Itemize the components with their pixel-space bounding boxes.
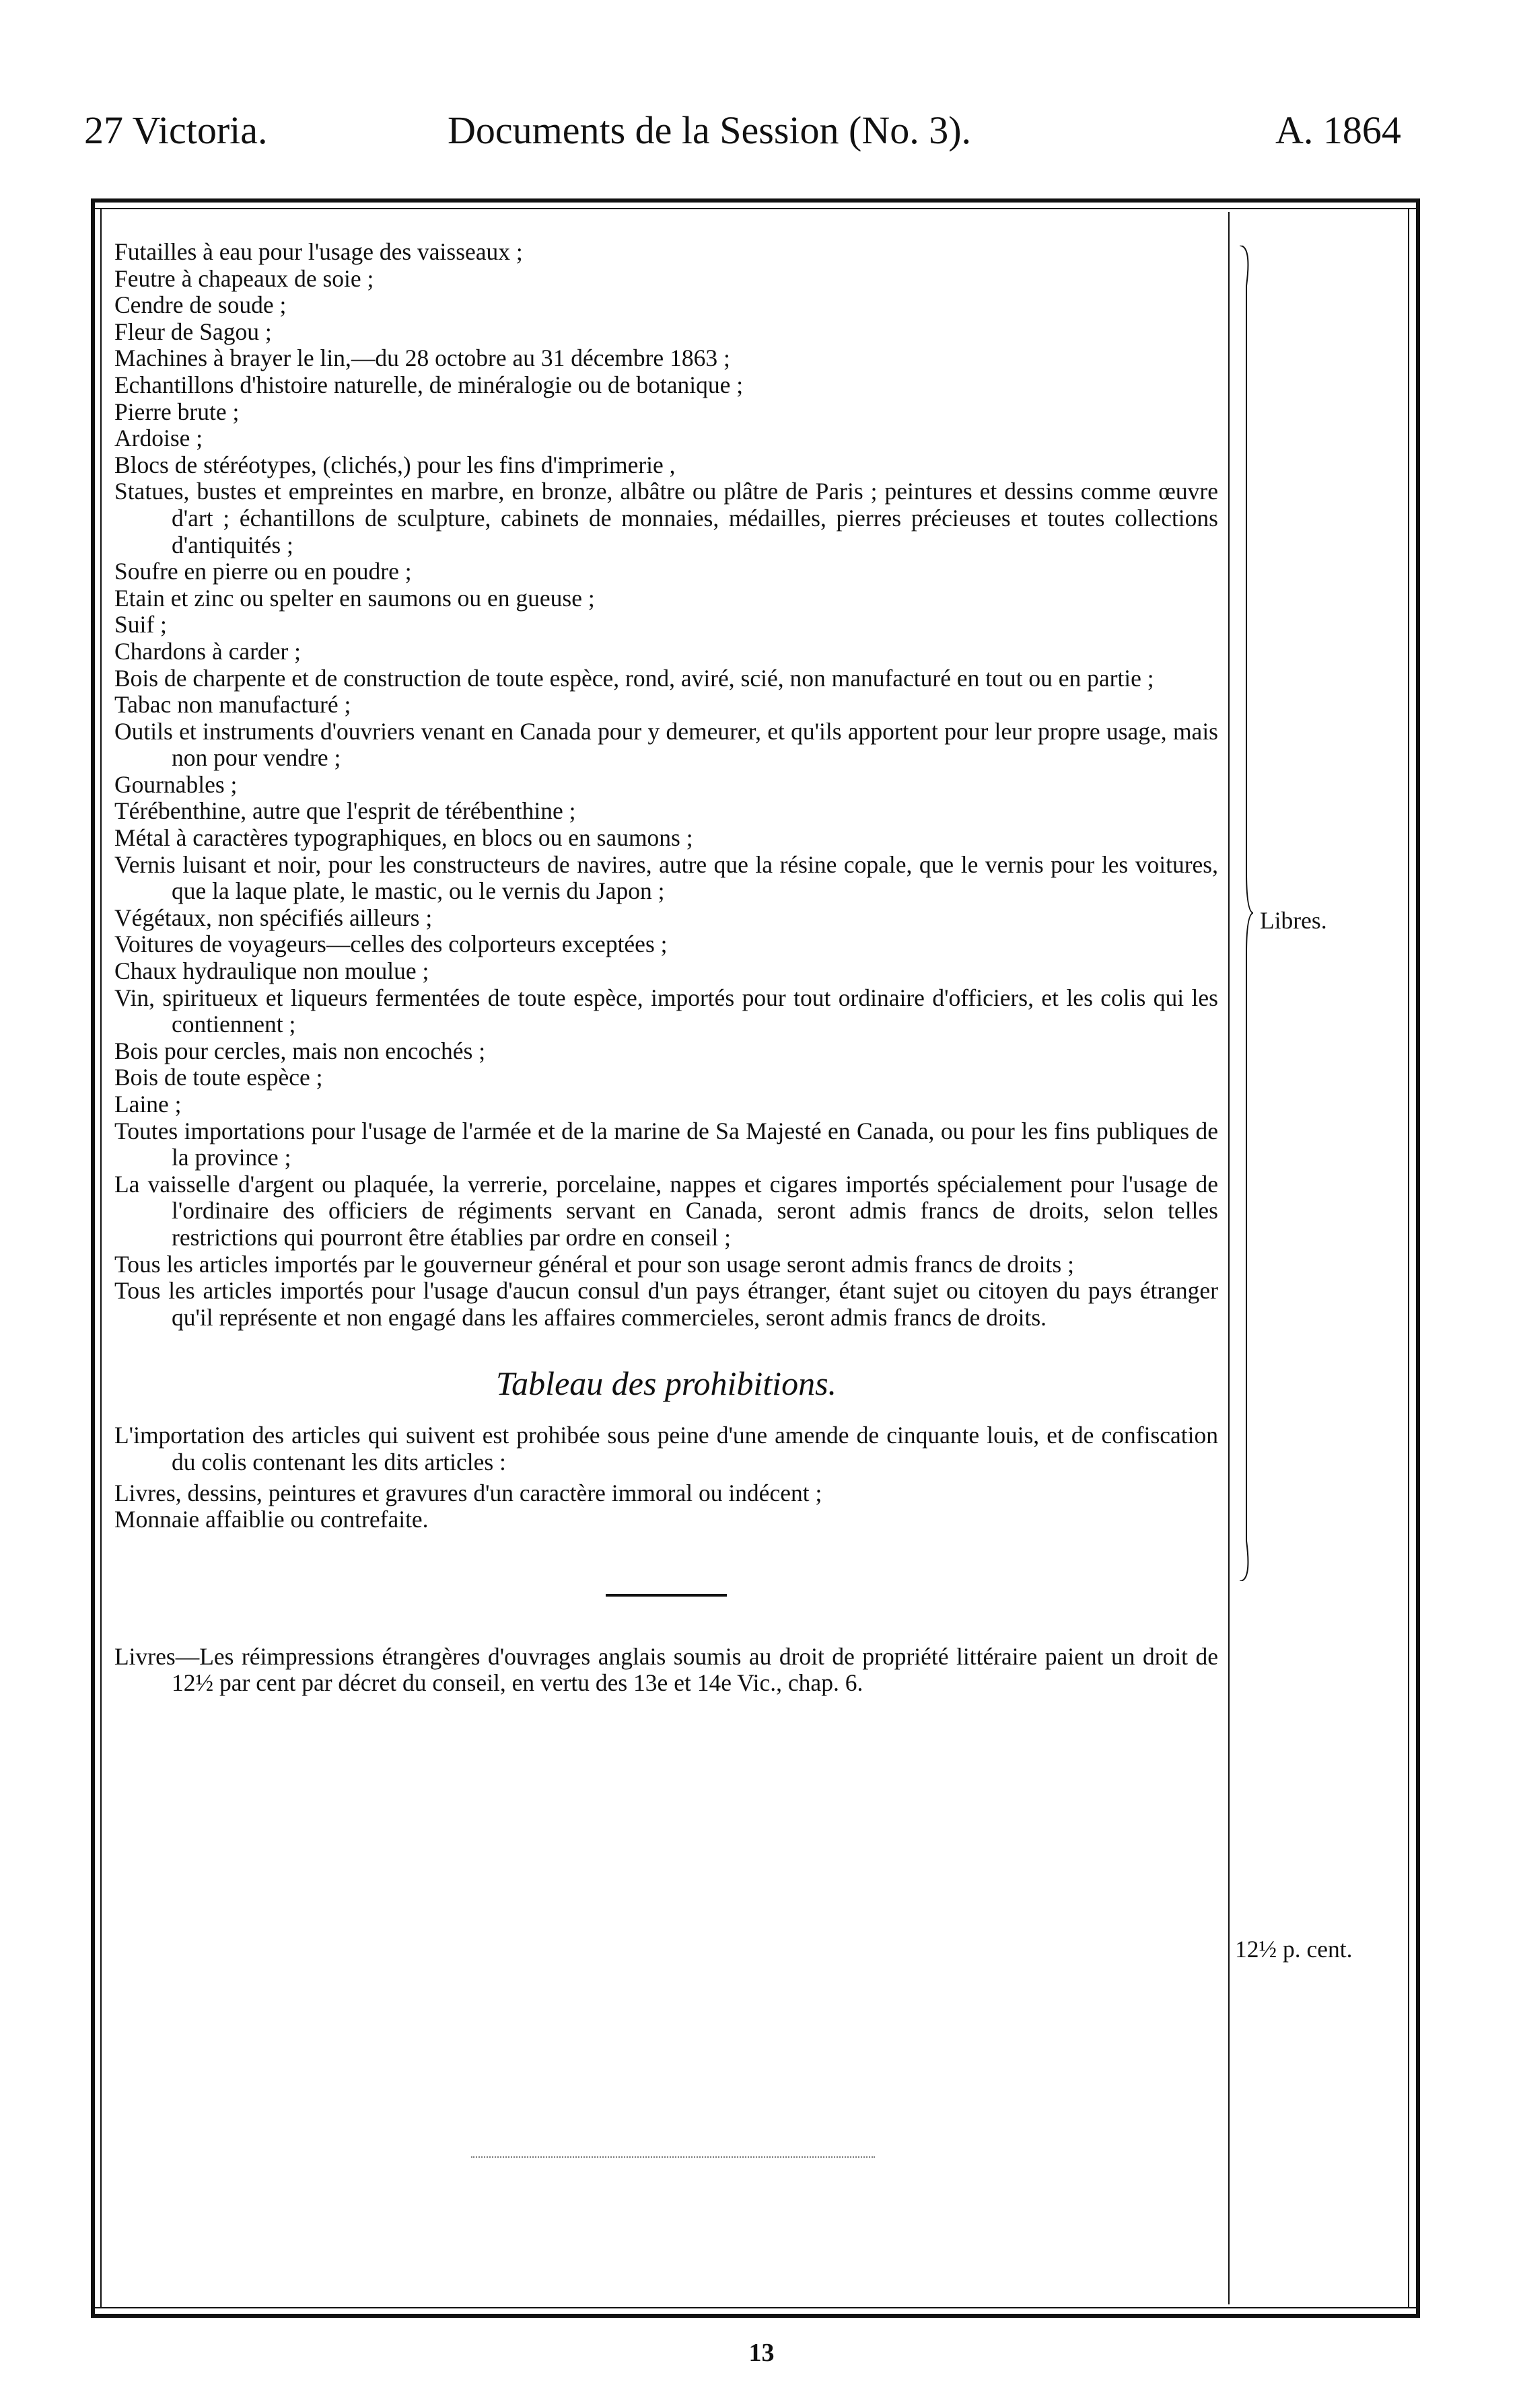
free-goods-list [114, 239, 1218, 1331]
list-item: Voitures de voyageurs—celles des colporteurs exceptées ; [114, 931, 668, 958]
list-item: Tabac non manufacturé ; [114, 691, 351, 719]
main-column [114, 239, 1218, 1697]
header-left: 27 Victoria. [84, 108, 268, 152]
bottom-rule [91, 2314, 1420, 2318]
list-item: Outils et instruments d'ouvriers venant en Canada pour y demeurer, et qu'ils apportent pour leur propre usage, mais non pour vendre ; [114, 717, 1218, 772]
right-rule [1416, 198, 1420, 2318]
list-item: Statues, bustes et empreintes en marbre, en bronze, albâtre ou plâtre de Paris ; peintures et dessins comme œuvre d'art ; échantillons de sculpture, cabinets de monnaies, médailles, pierres précieuses et toutes collections d'antiquités ; [114, 478, 1218, 558]
list-item: Ardoise ; [114, 425, 203, 452]
prohibition-item: Livres, dessins, peintures et gravures d'un caractère immoral ou indécent ; [114, 1479, 822, 1506]
header-right: A. 1864 [1275, 108, 1401, 152]
running-header [0, 108, 1523, 168]
prohibition-item: Monnaie affaiblie ou contrefaite. [114, 1506, 429, 1533]
list-item: Laine ; [114, 1091, 182, 1118]
list-item: Vernis luisant et noir, pour les constructeurs de navires, autre que la résine copale, que le vernis pour les voitures, que la laque plate, le mastic, ou le vernis du Japon ; [114, 850, 1218, 905]
list-item: Gournables ; [114, 770, 238, 798]
list-item: Toutes importations pour l'usage de l'armée et de la marine de Sa Majesté en Canada, ou pour les fins publiques de la province ; [114, 1117, 1218, 1171]
list-item: Machines à brayer le lin,—du 28 octobre au 31 décembre 1863 ; [114, 344, 730, 372]
list-item: Métal à caractères typographiques, en blocs ou en saumons ; [114, 824, 693, 852]
list-item: Fleur de Sagou ; [114, 318, 272, 345]
left-rule-thin [100, 208, 102, 2308]
column-divider [1228, 212, 1230, 2304]
page-number: 13 [748, 2339, 775, 2367]
prohibitions-intro: L'importation des articles qui suivent est prohibée sous peine d'une amende de cinquante louis, et de confiscation du colis contenant les dits articles : [114, 1422, 1218, 1475]
list-item: Chaux hydraulique non moulue ; [114, 957, 429, 985]
list-item: Feutre à chapeaux de soie ; [114, 264, 374, 292]
livres-entry: Livres—Les réimpressions étrangères d'ouvrages anglais soumis au droit de propriété littéraire paient un droit de 12½ par cent par décret du conseil, en vertu des 13e et 14e Vic., chap. 6. [114, 1642, 1218, 1697]
list-item: Pierre brute ; [114, 398, 240, 425]
section-separator [606, 1594, 727, 1597]
top-rule [91, 198, 1420, 203]
brace [1238, 246, 1253, 1581]
top-rule-thin [91, 208, 1420, 209]
list-item: Végétaux, non spécifiés ailleurs ; [114, 904, 433, 931]
list-item: Soufre en pierre ou en poudre ; [114, 558, 412, 585]
list-item: La vaisselle d'argent ou plaquée, la verrerie, porcelaine, nappes et cigares importés spécialement pour l'usage de l'ordinaire des officiers de régiments servant en Canada, seront admis francs de droits, selon telles restrictions qui pourront être établies par ordre en conseil ; [114, 1170, 1218, 1251]
bottom-rule-thin [91, 2307, 1420, 2308]
list-item: Tous les articles importés par le gouverneur général et pour son usage seront admis francs de droits ; [114, 1250, 1074, 1278]
list-item: Futailles à eau pour l'usage des vaisseaux ; [114, 238, 523, 265]
list-item: Suif ; [114, 611, 167, 639]
list-item: Bois de charpente et de construction de toute espèce, rond, aviré, scié, non manufacturé en tout ou en partie ; [114, 664, 1154, 692]
list-item: Bois pour cercles, mais non encochés ; [114, 1037, 486, 1064]
livres-rate: 12½ p. cent. [1235, 1936, 1353, 1963]
list-item: Chardons à carder ; [114, 637, 301, 665]
list-item: Etain et zinc ou spelter en saumons ou en gueuse ; [114, 584, 595, 612]
list-item: Vin, spiritueux et liqueurs fermentées de toute espèce, importés pour tout ordinaire d'officiers, et les colis qui les contiennent ; [114, 984, 1218, 1038]
dotted-line [471, 2156, 875, 2158]
prohibitions-title: Tableau des prohibitions. [495, 1364, 837, 1403]
right-rule-thin [1408, 208, 1409, 2308]
list-item: Bois de toute espèce ; [114, 1064, 323, 1091]
libres-label: Libres. [1260, 907, 1327, 934]
list-item: Tous les articles importés pour l'usage d'aucun consul d'un pays étranger, étant sujet ou citoyen du pays étranger qu'il représente et non engagé dans les affaires commercieles, seront admis francs de droits. [114, 1277, 1218, 1331]
left-rule [91, 198, 95, 2318]
list-item: Térébenthine, autre que l'esprit de térébenthine ; [114, 797, 576, 825]
header-center: Documents de la Session (No. 3). [448, 108, 972, 152]
list-item: Cendre de soude ; [114, 291, 287, 319]
list-item: Echantillons d'histoire naturelle, de minéralogie ou de botanique ; [114, 371, 744, 398]
list-item: Blocs de stéréotypes, (clichés,) pour les fins d'imprimerie , [114, 451, 676, 478]
